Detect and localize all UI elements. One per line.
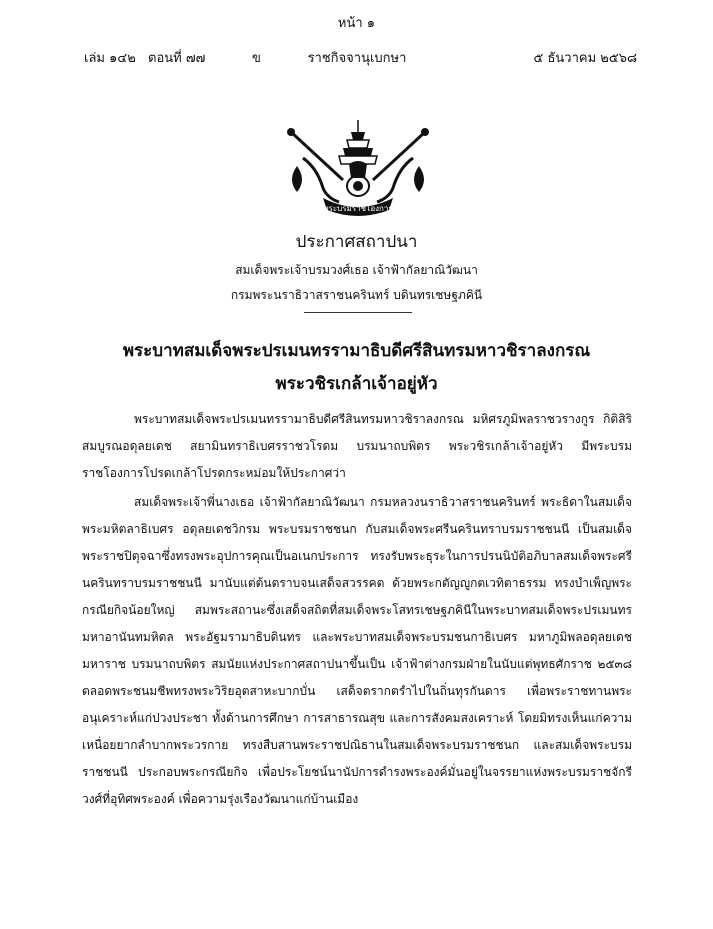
king-name-line-2: พระวชิรเกล้าเจ้าอยู่หัว — [275, 374, 438, 394]
body-paragraph-2 — [82, 489, 632, 813]
royal-emblem-icon — [283, 118, 433, 218]
king-name-line-1: พระบาทสมเด็จพระปรเมนทรรามาธิบดีศรีสินทรมหาวชิราลงกรณ — [122, 341, 591, 361]
body-paragraph-2-text: สมเด็จพระเจ้าพี่นางเธอ เจ้าฟ้ากัลยาณิวัฒนา กรมหลวงนราธิวาสราชนครินทร์ พระธิดาในสมเด็จพระมหิตลาธิเบศร อดุลยเดชวิกรม พระบรมราชชนก กับสมเด็จพระศรีนครินทราบรมราชชนนี เป็นสมเด็จพระราชปิตุจฉาซึ่งทรงพระอุปการคุณเป็นอเนกประการ ทรงรับพระธุระในการปรนนิบัติอภิบาลสมเด็จพระศรีนครินทราบรมราชชนนี มานับแต่ต้นตราบจนเสด็จสวรรคต ด้วยพระกตัญญูกตเวทิตาธรรม ทรงบำเพ็ญพระกรณียกิจน้อยใหญ่ สมพระสถานะซึ่งเสด็จสถิตที่สมเด็จพระโสทรเชษฐภคินีในพระบาทสมเด็จพระปรเมนทรมหาอานันทมหิดล พระอัฐมรามาธิบดินทร และพระบาทสมเด็จพระบรมชนกาธิเบศร มหาภูมิพลอดุลยเดชมหาราช บรมนาถบพิตร สมนัยแห่งประกาศสถาปนาขึ้นเป็น เจ้าฟ้าต่างกรมฝ่ายในนับแต่พุทธศักราช ๒๕๓๘ ตลอดพระชนมชีพทรงพระวิริยอุตสาหะบากบั่น เสด็จตรากตรำไปในถิ่นทุรกันดาร เพื่อพระราชทานพระอนุเคราะห์แก่ปวงประชา ทั้งด้านการศึกษา การสาธารณสุข และการสังคมสงเคราะห์ โดยมิทรงเห็นแก่ความเหนื่อยยากลำบากพระวรกาย ทรงสืบสานพระราชปณิธานในสมเด็จพระบรมราชชนก และสมเด็จพระบรมราชชนนี ประกอบพระกรณียกิจ เพื่อประโยชน์นานัปการดำรงพระองค์มั่นอยู่ในจรรยาแห่งพระบรมราชจักรีวงศ์ที่อุทิศพระองค์ เพื่อความรุ่งเรืองวัฒนาแก่บ้านเมือง — [82, 495, 632, 806]
emblem-inscription: พระบรมราชโองการ — [323, 204, 393, 213]
announcement-title: ประกาศสถาปนา — [295, 232, 418, 252]
body-paragraph-1-text: พระบาทสมเด็จพระปรเมนทรรามาธิบดีศรีสินทรมหาวชิราลงกรณ มหิศรภูมิพลราชวรางกูร กิติสิริสมบูรณอดุลยเดช สยามินทราธิเบศรราชวโรดม บรมนาถบพิตร พระวชิรเกล้าเจ้าอยู่หัว มีพระบรมราชโองการโปรดเกล้าโปรดกระหม่อมให้ประกาศว่า — [82, 412, 632, 480]
issue-number: ตอนที่ ๗๗ — [148, 51, 206, 66]
volume-number: เล่ม ๑๔๒ — [84, 51, 136, 66]
gazette-name: ราชกิจจานุเบกษา — [307, 51, 407, 66]
section-letter: ข — [252, 51, 261, 66]
announcement-subtitle-2: กรมพระนราธิวาสราชนครินทร์ บดินทรเชษฐภคินี — [230, 288, 483, 302]
title-divider — [304, 312, 412, 313]
body-paragraph-1 — [82, 406, 632, 487]
announcement-subtitle-1: สมเด็จพระเจ้าบรมวงศ์เธอ เจ้าฟ้ากัลยาณิวัฒนา — [235, 263, 478, 277]
publication-date: ๕ ธันวาคม ๒๕๖๘ — [533, 51, 637, 66]
page-number: หน้า ๑ — [337, 16, 376, 31]
